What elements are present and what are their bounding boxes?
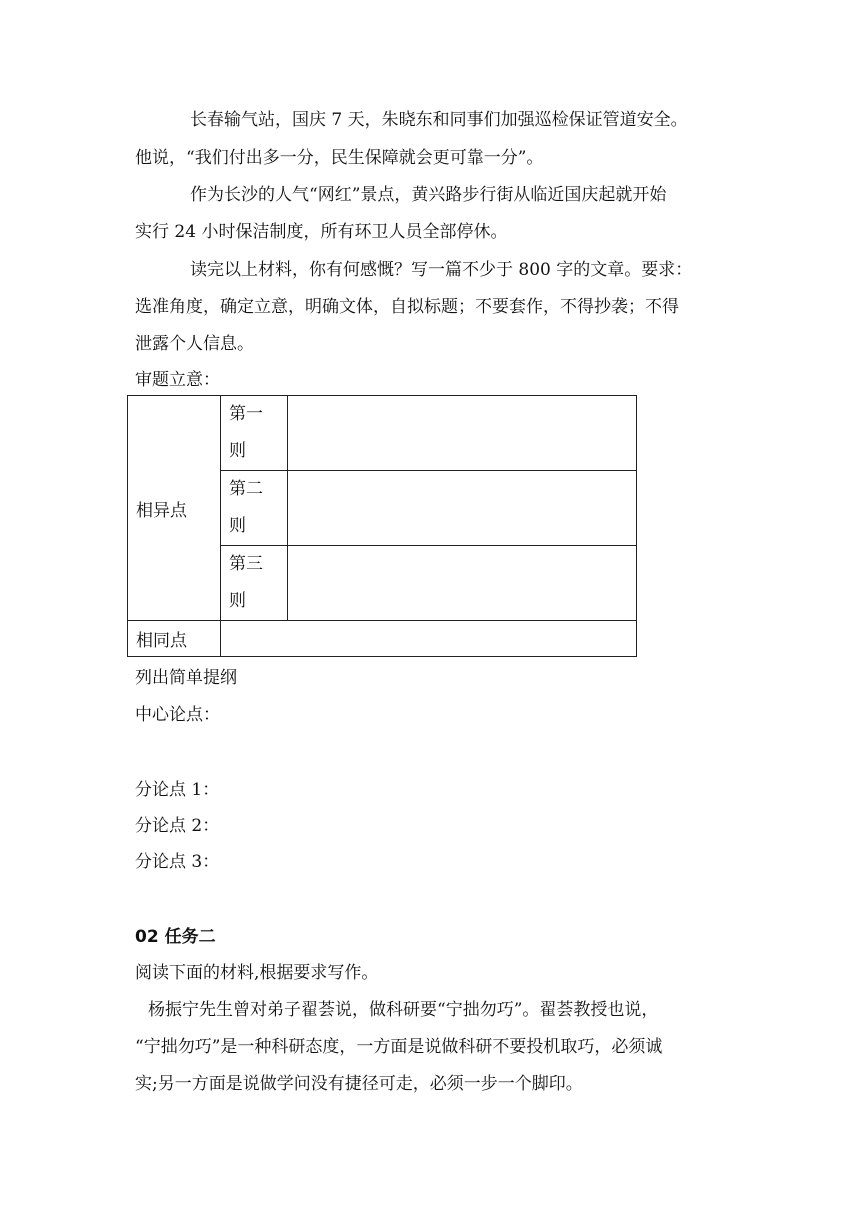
sub-point-label: 分论点 3： [135,852,220,872]
task2-instruction: 阅读下面的材料,根据要求写作。 [135,963,379,983]
row-label-line2: 则 [229,591,246,611]
central-thesis-label: 中心论点： [135,705,220,725]
row-label-cell [221,471,288,546]
task2-heading: 02 任务二 [135,927,216,947]
same-label-cell [128,621,221,657]
answer-cell[interactable] [288,396,637,471]
sub-point-label: 分论点 1： [135,780,220,800]
answer-cell[interactable] [221,621,637,657]
analysis-table [127,395,637,657]
row-label-line1: 第二 [229,479,263,499]
outline-title: 列出简单提纲 [135,668,237,688]
row-label-line2: 则 [229,441,246,461]
answer-cell[interactable] [288,471,637,546]
paragraph-line: 他说，“我们付出多一分，民生保障就会更可靠一分”。 [135,148,544,168]
paragraph-line: 实;另一方面是说做学问没有捷径可走，必须一步一个脚印。 [135,1074,583,1094]
diff-label: 相异点 [136,500,187,521]
row-label-cell [221,546,288,621]
row-label-line2: 则 [229,516,246,536]
row-label-line1: 第三 [229,554,263,574]
paragraph-line: 泄露个人信息。 [135,334,254,354]
paragraph-line: 杨振宁先生曾对弟子翟荟说，做科研要“宁拙勿巧”。翟荟教授也说， [148,1000,659,1020]
answer-cell[interactable] [288,546,637,621]
sub-point-label: 分论点 2： [135,816,220,836]
row-label-line1: 第一 [229,404,263,424]
paragraph-line: “宁拙勿巧”是一种科研态度，一方面是说做科研不要投机取巧，必须诚 [135,1037,663,1057]
paragraph-line: 作为长沙的人气“网红”景点，黄兴路步行街从临近国庆起就开始 [190,185,667,205]
paragraph-line: 选准角度，确定立意，明确文体，自拟标题；不要套作，不得抄袭；不得 [135,297,679,317]
row-label-cell [221,396,288,471]
paragraph-line: 实行 24 小时保洁制度，所有环卫人员全部停休。 [135,222,508,242]
paragraph-line: 长春输气站，国庆 7 天，朱晓东和同事们加强巡检保证管道安全。 [190,110,688,130]
analysis-label: 审题立意： [135,370,220,390]
diff-label-cell [128,396,221,621]
paragraph-line: 读完以上材料，你有何感慨？写一篇不少于 800 字的文章。要求： [190,260,693,280]
same-label: 相同点 [136,631,187,651]
